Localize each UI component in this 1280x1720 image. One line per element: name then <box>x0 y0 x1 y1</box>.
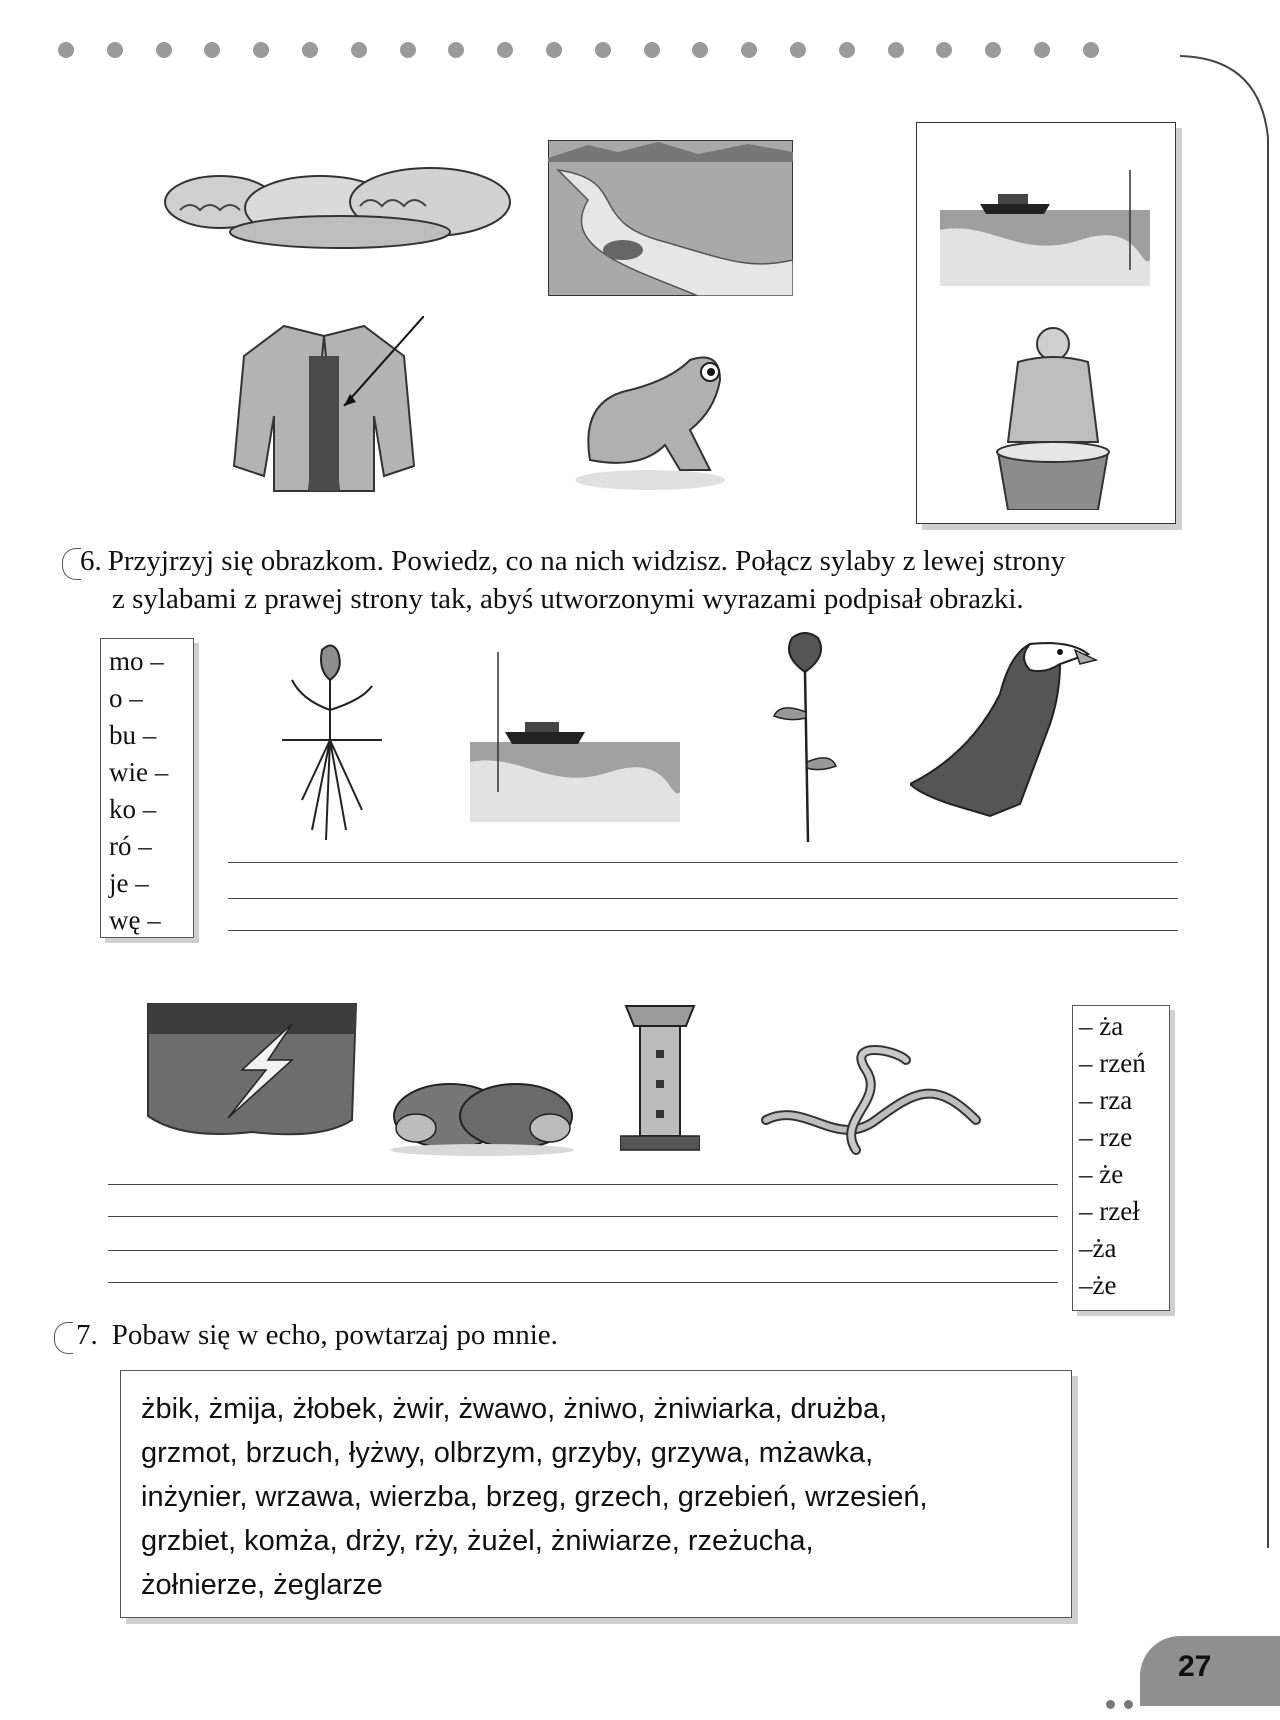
right-syllable: – rza <box>1079 1085 1133 1115</box>
border-dot <box>1034 42 1050 58</box>
border-dot <box>595 42 611 58</box>
border-dot <box>400 42 416 58</box>
right-syllable: –że <box>1079 1270 1117 1300</box>
border-dot <box>58 42 74 58</box>
border-dot <box>936 42 952 58</box>
sea-ship-image <box>940 170 1150 286</box>
left-syllable: o – <box>109 683 143 713</box>
border-dot <box>107 42 123 58</box>
left-syllables-box <box>100 638 194 938</box>
washtub-woman-image <box>988 322 1118 510</box>
border-dot <box>888 42 904 58</box>
page-number: 27 <box>1178 1650 1212 1683</box>
hedgehogs-image <box>390 1060 576 1156</box>
rose-image <box>770 632 840 842</box>
task-6-line-2: z sylabami z prawej strony tak, abyś utworzonymi wyrazami podpisał obrazki. <box>112 583 1024 615</box>
echo-word-line: żołnierze, żeglarze <box>141 1569 383 1601</box>
task-7-number: 7. <box>76 1319 98 1351</box>
writing-line <box>228 898 1178 899</box>
left-syllable: ró – <box>109 831 152 861</box>
border-dot <box>692 42 708 58</box>
border-dot <box>253 42 269 58</box>
right-syllable: – rzeń <box>1079 1048 1146 1078</box>
task-6-bracket <box>62 548 81 580</box>
writing-line <box>108 1282 1058 1283</box>
task-7-bracket <box>54 1322 73 1354</box>
border-dot <box>497 42 513 58</box>
coat-image <box>224 316 424 496</box>
echo-words <box>141 1387 1051 1607</box>
border-dot <box>985 42 1001 58</box>
tower-image <box>620 1000 700 1152</box>
writing-line <box>108 1184 1058 1185</box>
left-syllable: bu – <box>109 720 157 750</box>
task-7-text: Pobaw się w echo, powtarzaj po mnie. <box>111 1319 558 1351</box>
writing-line <box>108 1250 1058 1251</box>
task-6-line-1: Przyjrzyj się obrazkom. Powiedz, co na nich widzisz. Połącz sylaby z lewej strony <box>107 545 1066 577</box>
border-dot <box>1083 42 1099 58</box>
frog-image <box>570 340 730 490</box>
border-dot <box>741 42 757 58</box>
border-dot <box>644 42 660 58</box>
left-syllable: je – <box>109 868 149 898</box>
echo-word-line: grzmot, brzuch, łyżwy, olbrzym, grzyby, grzywa, mżawka, <box>141 1437 874 1469</box>
echo-word-line: inżynier, wrzawa, wierzba, brzeg, grzech, grzebień, wrzesień, <box>141 1481 928 1513</box>
task-6-number: 6. <box>80 545 102 577</box>
task-7-instruction <box>76 1316 1076 1354</box>
border-dot <box>546 42 562 58</box>
dumplings-image <box>160 150 525 250</box>
right-syllable: – rze <box>1079 1122 1133 1152</box>
left-syllable: wę – <box>109 905 161 935</box>
echo-words-box <box>120 1370 1072 1618</box>
top-dot-border <box>58 42 1118 64</box>
tab-dot <box>1106 1700 1115 1709</box>
right-syllable: – rzeł <box>1079 1196 1140 1226</box>
left-syllable: mo – <box>109 646 164 676</box>
tab-dot <box>1124 1700 1133 1709</box>
task-6-instruction <box>80 542 1200 618</box>
snakes-image <box>756 1040 986 1170</box>
border-dot <box>351 42 367 58</box>
storm-lightning-image <box>142 1000 362 1142</box>
sea-ship-image-small <box>470 652 680 822</box>
river-image <box>548 140 793 296</box>
border-dot <box>302 42 318 58</box>
eagle-image <box>910 634 1100 824</box>
border-dot <box>839 42 855 58</box>
writing-line <box>108 1216 1058 1217</box>
right-syllable: – że <box>1079 1159 1124 1189</box>
page-edge-curve <box>1170 48 1280 1548</box>
right-syllable: –ża <box>1079 1233 1117 1263</box>
left-syllable: wie – <box>109 757 169 787</box>
border-dot <box>204 42 220 58</box>
writing-line <box>228 930 1178 931</box>
right-syllables-box <box>1072 1005 1170 1311</box>
right-syllable: – ża <box>1079 1011 1124 1041</box>
border-dot <box>156 42 172 58</box>
onion-sprout-image <box>282 640 382 852</box>
writing-line <box>228 862 1178 863</box>
border-dot <box>790 42 806 58</box>
echo-word-line: żbik, żmija, żłobek, żwir, żwawo, żniwo, żniwiarka, drużba, <box>141 1393 888 1425</box>
border-dot <box>448 42 464 58</box>
left-syllable: ko – <box>109 794 157 824</box>
echo-word-line: grzbiet, komża, drży, rży, żużel, żniwiarze, rzeżucha, <box>141 1525 814 1557</box>
